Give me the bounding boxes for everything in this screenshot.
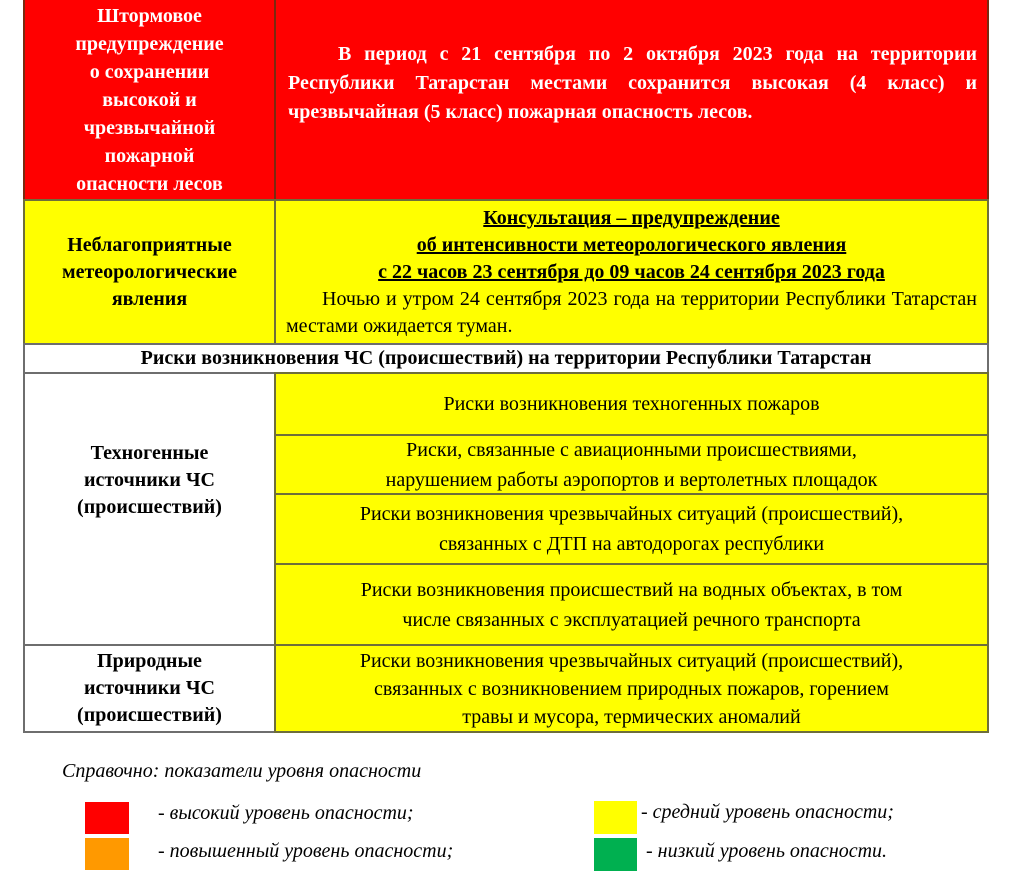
meteo-title-line: с 22 часов 23 сентября до 09 часов 24 сентября 2023 года [378, 261, 885, 283]
risk-text: нарушением работы аэропортов и вертолетных площадок [385, 468, 878, 491]
risk-text: Риски возникновения техногенных пожаров [443, 393, 820, 415]
legend-label-low: - низкий уровень опасности. [646, 840, 888, 862]
label-line: о сохранении [89, 60, 210, 83]
risk-road-accidents [274, 493, 989, 565]
label-line: метеорологические [61, 260, 238, 283]
risk-text: Риски, связанные с авиационными происшествиями, [406, 438, 857, 461]
meteo-text: Ночью и утром 24 сентября 2023 года на территории Республики Татарстан местами ожидается туман. [286, 288, 977, 337]
label-line: явления [111, 287, 188, 310]
risks-header-text: Риски возникновения ЧС (происшествий) на территории Республики Татарстан [140, 347, 872, 369]
label-line: Природные [97, 650, 202, 672]
legend-title: Справочно: показатели уровня опасности [62, 760, 422, 782]
storm-warning-label-cell [23, 0, 276, 201]
legend-swatch-low [594, 838, 637, 871]
risk-natural-fires [274, 644, 989, 733]
meteo-title-line: об интенсивности метеорологического явления [416, 234, 847, 256]
risk-text: Риски возникновения чрезвычайных ситуаций (происшествий), [359, 503, 904, 525]
risks-header [23, 343, 989, 374]
risk-text: связанных с ДТП на автодорогах республики [438, 533, 825, 555]
risk-text: Риски возникновения чрезвычайных ситуаций (происшествий), [359, 649, 904, 672]
legend-swatch-medium [594, 801, 637, 834]
risk-text: Риски возникновения происшествий на водных объектах, в том [360, 578, 903, 601]
risk-technogenic-fires [274, 372, 989, 436]
legend-label-medium: - средний уровень опасности; [641, 801, 894, 823]
meteo-label [62, 232, 237, 313]
risk-aviation [274, 434, 989, 495]
label-line: (происшествий) [77, 704, 222, 726]
label-line: высокой и [102, 88, 197, 111]
storm-warning-label [75, 2, 223, 198]
natural-label-cell [23, 644, 276, 733]
legend-swatch-high [85, 802, 129, 834]
risk-text: связанных с возникновением природных пожаров, горением [374, 677, 889, 700]
meteo-text-cell [274, 199, 989, 345]
storm-warning-text-cell [274, 0, 989, 201]
label-line: Техногенные [90, 442, 209, 464]
meteo-label-cell [23, 199, 276, 345]
meteo-title-line: Консультация – предупреждение [483, 207, 780, 229]
label-line: Штормовое [97, 4, 202, 27]
risk-text: травы и мусора, термических аномалий [462, 705, 801, 728]
legend-label-high: - высокий уровень опасности; [158, 802, 414, 824]
label-line: предупреждение [75, 32, 224, 55]
label-line: (происшествий) [77, 496, 222, 518]
risk-water-objects [274, 563, 989, 646]
technogenic-label-cell [23, 372, 276, 646]
label-line: источники ЧС [84, 677, 215, 699]
label-line: чрезвычайной [83, 116, 216, 139]
legend-label-elevated: - повышенный уровень опасности; [158, 840, 454, 862]
label-line: источники ЧС [84, 469, 215, 491]
storm-warning-text: В период с 21 сентября по 2 октября 2023 года на территории Республики Татарстан местами сохранится высокая (4 класс) и чрезвычайная (5 класс) пожарная опасность лесов. [288, 43, 977, 123]
label-line: пожарной [104, 144, 195, 167]
legend-swatch-elevated [85, 838, 129, 870]
label-line: Неблагоприятные [67, 233, 232, 256]
label-line: опасности лесов [76, 172, 223, 195]
risk-text: числе связанных с эксплуатацией речного транспорта [402, 608, 861, 631]
